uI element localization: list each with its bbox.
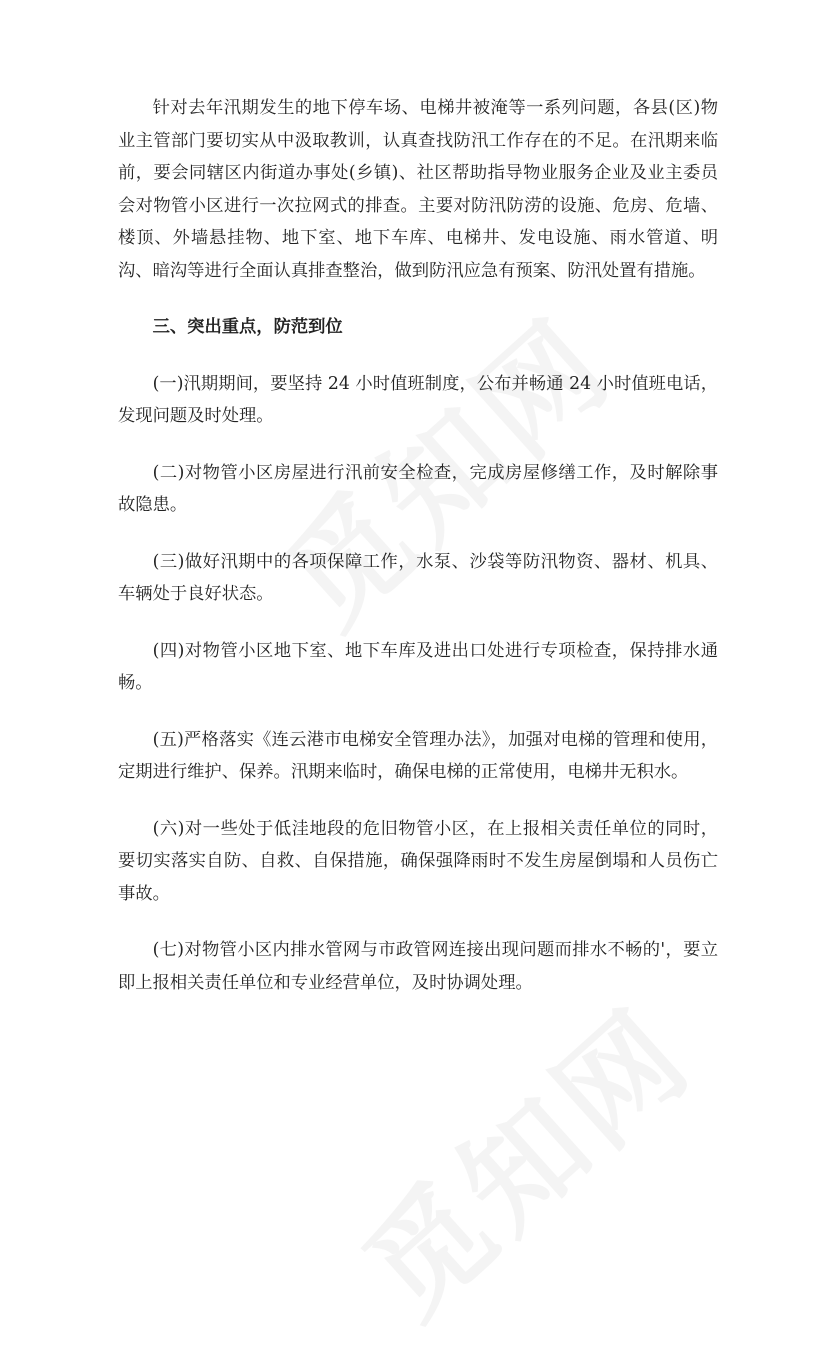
document-body <box>118 92 718 999</box>
list-item-6: (六)对一些处于低洼地段的危旧物管小区，在上报相关责任单位的同时，要切实落实自防、自救、自保措施，确保强降雨时不发生房屋倒塌和人员伤亡事故。 <box>118 818 718 904</box>
list-item-5: (五)严格落实《连云港市电梯安全管理办法》，加强对电梯的管理和使用，定期进行维护、保养。汛期来临时，确保电梯的正常使用，电梯井无积水。 <box>118 729 718 782</box>
list-item-1: (一)汛期期间，要坚持 24 小时值班制度，公布并畅通 24 小时值班电话，发现问题及时处理。 <box>118 373 718 426</box>
list-item-4: (四)对物管小区地下室、地下车库及进出口处进行专项检查，保持排水通畅。 <box>118 640 718 693</box>
list-item-7: (七)对物管小区内排水管网与市政管网连接出现问题而排水不畅的'，要立即上报相关责任单位和专业经营单位，及时协调处理。 <box>118 940 718 993</box>
section-heading: 三、突出重点，防范到位 <box>152 317 343 337</box>
list-item-2: (二)对物管小区房屋进行汛前安全检查，完成房屋修缮工作，及时解除事故隐患。 <box>118 462 718 515</box>
watermark-logo-bottom <box>322 964 722 1348</box>
list-item-3: (三)做好汛期中的各项保障工作，水泵、沙袋等防汛物资、器材、机具、车辆处于良好状态。 <box>118 551 718 604</box>
intro-paragraph: 针对去年汛期发生的地下停车场、电梯井被淹等一系列问题，各县(区)物业主管部门要切实从中汲取教训，认真查找防汛工作存在的不足。在汛期来临前，要会同辖区内街道办事处(乡镇)、社区帮助指导物业服务企业及业主委员会对物管小区进行一次拉网式的排查。主要对防汛防涝的设施、危房、危墙、楼顶、外墙悬挂物、地下室、地下车库、电梯井、发电设施、雨水管道、明沟、暗沟等进行全面认真排查整治，做到防汛应急有预案、防汛处置有措施。 <box>118 98 718 281</box>
